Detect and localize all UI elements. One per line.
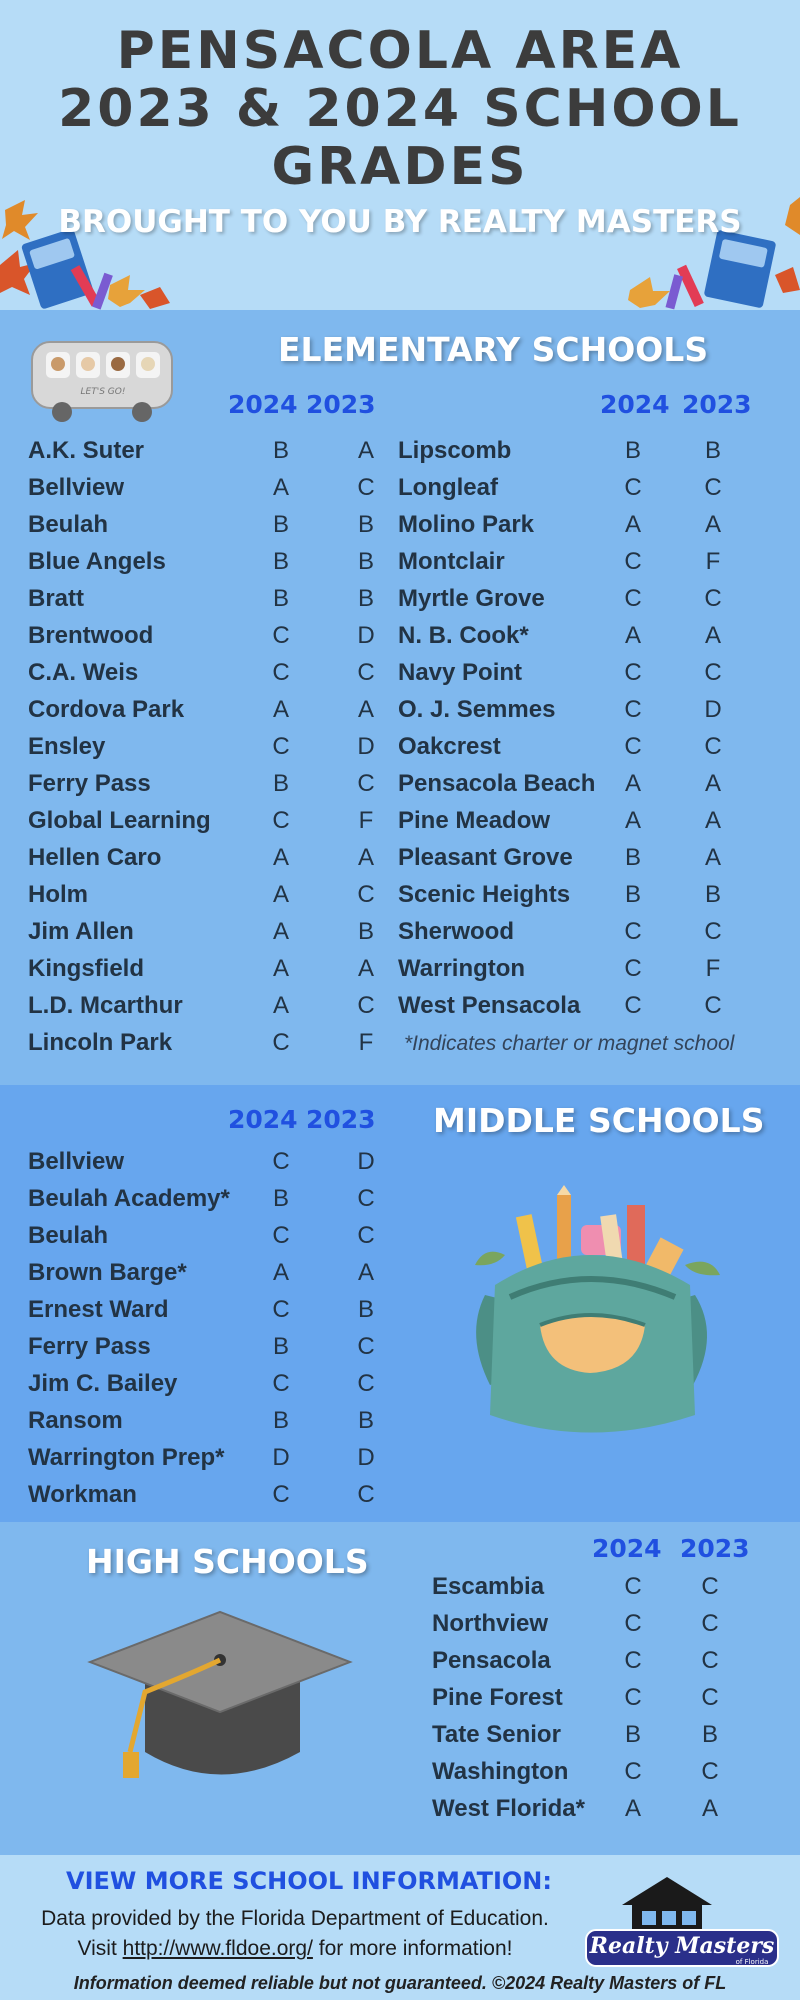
elementary-title: ELEMENTARY SCHOOLS: [278, 330, 709, 369]
grade-2024: A: [624, 1795, 641, 1822]
middle-title: MIDDLE SCHOOLS: [433, 1101, 765, 1140]
school-name: C.A. Weis: [28, 659, 139, 686]
grade-2024: A: [272, 1259, 289, 1286]
grade-2023: C: [701, 1684, 719, 1711]
school-name: Navy Point: [398, 659, 523, 686]
grade-2023: C: [704, 585, 722, 612]
school-name: Lipscomb: [398, 437, 512, 464]
school-name: Bellview: [28, 474, 125, 501]
grade-2023: B: [701, 1721, 718, 1748]
grade-2024: B: [272, 511, 289, 538]
school-name: Ernest Ward: [28, 1296, 169, 1323]
school-name: A.K. Suter: [28, 437, 145, 464]
grade-2024: A: [272, 955, 289, 982]
grade-2023: B: [357, 918, 374, 945]
grade-2023: C: [701, 1573, 719, 1600]
header: [0, 0, 800, 310]
grade-2024: C: [272, 1481, 290, 1508]
grade-2024: C: [624, 1758, 642, 1785]
middle-section: [0, 1085, 800, 1522]
grade-2024: C: [272, 733, 290, 760]
grade-2023: C: [701, 1758, 719, 1785]
grade-2023: D: [357, 622, 375, 649]
grade-2024: C: [624, 1684, 642, 1711]
footer-heading: VIEW MORE SCHOOL INFORMATION:: [66, 1867, 552, 1895]
school-name: Cordova Park: [28, 696, 185, 723]
grade-2023: C: [701, 1610, 719, 1637]
visit-suffix: for more information!: [312, 1937, 513, 1960]
grade-2023: A: [704, 844, 721, 871]
grade-2024: A: [272, 881, 289, 908]
grade-2023: C: [357, 770, 375, 797]
school-name: Pensacola: [432, 1647, 551, 1674]
grade-2023: A: [704, 807, 721, 834]
school-name: Holm: [28, 881, 88, 908]
grade-2024: C: [624, 548, 642, 575]
high-title: HIGH SCHOOLS: [86, 1542, 369, 1581]
grade-2024: C: [272, 807, 290, 834]
elementary-section: [0, 310, 800, 1085]
school-name: Ferry Pass: [28, 770, 151, 797]
grade-2023: A: [704, 511, 721, 538]
grade-2023: B: [704, 437, 721, 464]
grade-2024: C: [272, 659, 290, 686]
grade-2024: A: [624, 511, 641, 538]
grade-2023: F: [358, 807, 374, 834]
grade-2023: C: [357, 659, 375, 686]
grade-2024: B: [624, 844, 641, 871]
grade-2023: C: [357, 1370, 375, 1397]
grade-2024: C: [272, 1370, 290, 1397]
grade-2024: C: [272, 1029, 290, 1056]
page-title: [0, 22, 800, 196]
school-name: Washington: [432, 1758, 569, 1785]
grade-2024: C: [624, 474, 642, 501]
grade-2023: A: [704, 622, 721, 649]
school-name: N. B. Cook*: [398, 622, 529, 649]
high-year-2024: 2024: [592, 1534, 662, 1563]
school-name: Ensley: [28, 733, 106, 760]
disclaimer: Information deemed reliable but not guaranteed. ©2024 Realty Masters of FL: [73, 1973, 727, 1993]
grade-2023: F: [705, 548, 721, 575]
grade-2023: D: [357, 733, 375, 760]
grade-2023: A: [704, 770, 721, 797]
visit-prefix: Visit: [77, 1937, 123, 1960]
school-name: West Pensacola: [398, 992, 581, 1019]
title-line-2: 2023 & 2024 SCHOOL: [58, 79, 742, 139]
grade-2023: C: [704, 474, 722, 501]
grade-2024: A: [624, 622, 641, 649]
grade-2024: D: [272, 1444, 290, 1471]
logo-sub: of Florida: [735, 1958, 769, 1966]
grade-2024: C: [272, 1222, 290, 1249]
grade-2023: A: [357, 955, 374, 982]
school-name: Jim Allen: [28, 918, 134, 945]
school-name: Tate Senior: [432, 1721, 561, 1748]
grade-2023: C: [704, 918, 722, 945]
school-name: Jim C. Bailey: [28, 1370, 178, 1397]
footer: [0, 1855, 800, 2000]
grade-2023: D: [357, 1148, 375, 1175]
grade-2023: C: [357, 1481, 375, 1508]
school-bus-icon: [28, 330, 178, 428]
grade-2023: A: [357, 437, 374, 464]
school-name: Kingsfield: [28, 955, 145, 982]
grade-2023: D: [357, 1444, 375, 1471]
elementary-left-year-2023: 2023: [306, 390, 376, 419]
grade-2024: B: [272, 548, 289, 575]
grade-2023: B: [357, 1407, 374, 1434]
title-line-3: GRADES: [271, 137, 529, 197]
grade-2024: C: [624, 1573, 642, 1600]
school-name: Molino Park: [398, 511, 535, 538]
grade-2024: C: [624, 955, 642, 982]
grade-2023: C: [357, 1185, 375, 1212]
grade-2024: B: [272, 585, 289, 612]
school-name: Sherwood: [398, 918, 515, 945]
school-name: Workman: [28, 1481, 137, 1508]
page-subtitle: BROUGHT TO YOU BY REALTY MASTERS: [58, 204, 742, 240]
school-name: Scenic Heights: [398, 881, 571, 908]
middle-year-2023: 2023: [306, 1105, 376, 1134]
grade-2023: F: [705, 955, 721, 982]
school-name: O. J. Semmes: [398, 696, 556, 723]
grade-2023: F: [358, 1029, 374, 1056]
logo-name: Realty Masters: [589, 1933, 775, 1959]
grade-2024: C: [624, 696, 642, 723]
title-line-1: PENSACOLA AREA: [116, 21, 684, 81]
backpack-icon: [445, 1185, 735, 1455]
grade-2023: A: [357, 696, 374, 723]
grade-2024: B: [272, 1185, 289, 1212]
grade-2023: C: [701, 1647, 719, 1674]
grade-2023: C: [357, 992, 375, 1019]
high-section: [0, 1522, 800, 1855]
school-name: Hellen Caro: [28, 844, 162, 871]
grade-2023: C: [357, 474, 375, 501]
grade-2024: B: [624, 437, 641, 464]
grade-2023: B: [357, 548, 374, 575]
grade-2023: C: [704, 659, 722, 686]
school-name: Pleasant Grove: [398, 844, 573, 871]
grade-2024: A: [272, 474, 289, 501]
grade-2024: C: [624, 992, 642, 1019]
school-name: Global Learning: [28, 807, 211, 834]
school-name: West Florida*: [432, 1795, 585, 1822]
school-name: Northview: [432, 1610, 549, 1637]
grade-2024: C: [624, 659, 642, 686]
grade-2024: C: [272, 622, 290, 649]
grade-2024: B: [272, 770, 289, 797]
middle-year-2024: 2024: [228, 1105, 298, 1134]
grade-2023: A: [357, 1259, 374, 1286]
school-name: Ransom: [28, 1407, 123, 1434]
grade-2024: A: [272, 844, 289, 871]
grade-2024: A: [272, 992, 289, 1019]
grade-2024: C: [624, 1610, 642, 1637]
school-name: Ferry Pass: [28, 1333, 151, 1360]
school-name: Bratt: [28, 585, 85, 612]
grade-2023: C: [357, 881, 375, 908]
school-name: Blue Angels: [28, 548, 166, 575]
grade-2024: B: [272, 1333, 289, 1360]
graduation-cap-icon: [85, 1602, 355, 1802]
grade-2023: C: [357, 1333, 375, 1360]
grade-2024: C: [624, 1647, 642, 1674]
school-name: Beulah: [28, 511, 109, 538]
grade-2024: C: [624, 585, 642, 612]
grade-2023: B: [357, 511, 374, 538]
footer-data-source: Data provided by the Florida Department of Education.: [41, 1907, 549, 1930]
school-name: Pensacola Beach: [398, 770, 596, 797]
school-name: Oakcrest: [398, 733, 501, 760]
grade-2023: B: [357, 1296, 374, 1323]
grade-2023: C: [704, 733, 722, 760]
school-name: Montclair: [398, 548, 505, 575]
elementary-right-year-2023: 2023: [682, 390, 752, 419]
realty-masters-logo: [582, 1875, 782, 1970]
grade-2023: B: [704, 881, 721, 908]
grade-2024: A: [272, 696, 289, 723]
elementary-right-year-2024: 2024: [600, 390, 670, 419]
school-name: Beulah: [28, 1222, 109, 1249]
grade-2023: A: [701, 1795, 718, 1822]
grade-2023: A: [357, 844, 374, 871]
school-name: Bellview: [28, 1148, 125, 1175]
school-name: Longleaf: [398, 474, 498, 501]
grade-2024: C: [624, 918, 642, 945]
elementary-left-year-2024: 2024: [228, 390, 298, 419]
grade-2024: B: [624, 1721, 641, 1748]
grade-2024: A: [624, 770, 641, 797]
grade-2024: A: [624, 807, 641, 834]
school-name: Pine Meadow: [398, 807, 551, 834]
school-name: Brown Barge*: [28, 1259, 187, 1286]
grade-2023: D: [704, 696, 722, 723]
school-name: Warrington Prep*: [28, 1444, 225, 1471]
grade-2024: B: [272, 437, 289, 464]
grade-2024: B: [624, 881, 641, 908]
school-name: Warrington: [398, 955, 526, 982]
grade-2024: C: [272, 1296, 290, 1323]
charter-note: *Indicates charter or magnet school: [404, 1032, 735, 1055]
fldoe-link[interactable]: http://www.fldoe.org/: [122, 1937, 313, 1960]
grade-2024: C: [624, 733, 642, 760]
school-name: Brentwood: [28, 622, 154, 649]
grade-2023: B: [357, 585, 374, 612]
school-name: Pine Forest: [432, 1684, 563, 1711]
school-name: Escambia: [432, 1573, 545, 1600]
grade-2024: C: [272, 1148, 290, 1175]
bus-sign: LET'S GO!: [80, 387, 126, 397]
grade-2023: C: [704, 992, 722, 1019]
school-name: Myrtle Grove: [398, 585, 545, 612]
grade-2024: B: [272, 1407, 289, 1434]
high-year-2023: 2023: [680, 1534, 750, 1563]
school-name: Beulah Academy*: [28, 1185, 230, 1212]
grade-2023: C: [357, 1222, 375, 1249]
school-name: L.D. Mcarthur: [28, 992, 183, 1019]
footer-visit-line: [0, 1937, 590, 1961]
school-name: Lincoln Park: [28, 1029, 173, 1056]
grade-2024: A: [272, 918, 289, 945]
